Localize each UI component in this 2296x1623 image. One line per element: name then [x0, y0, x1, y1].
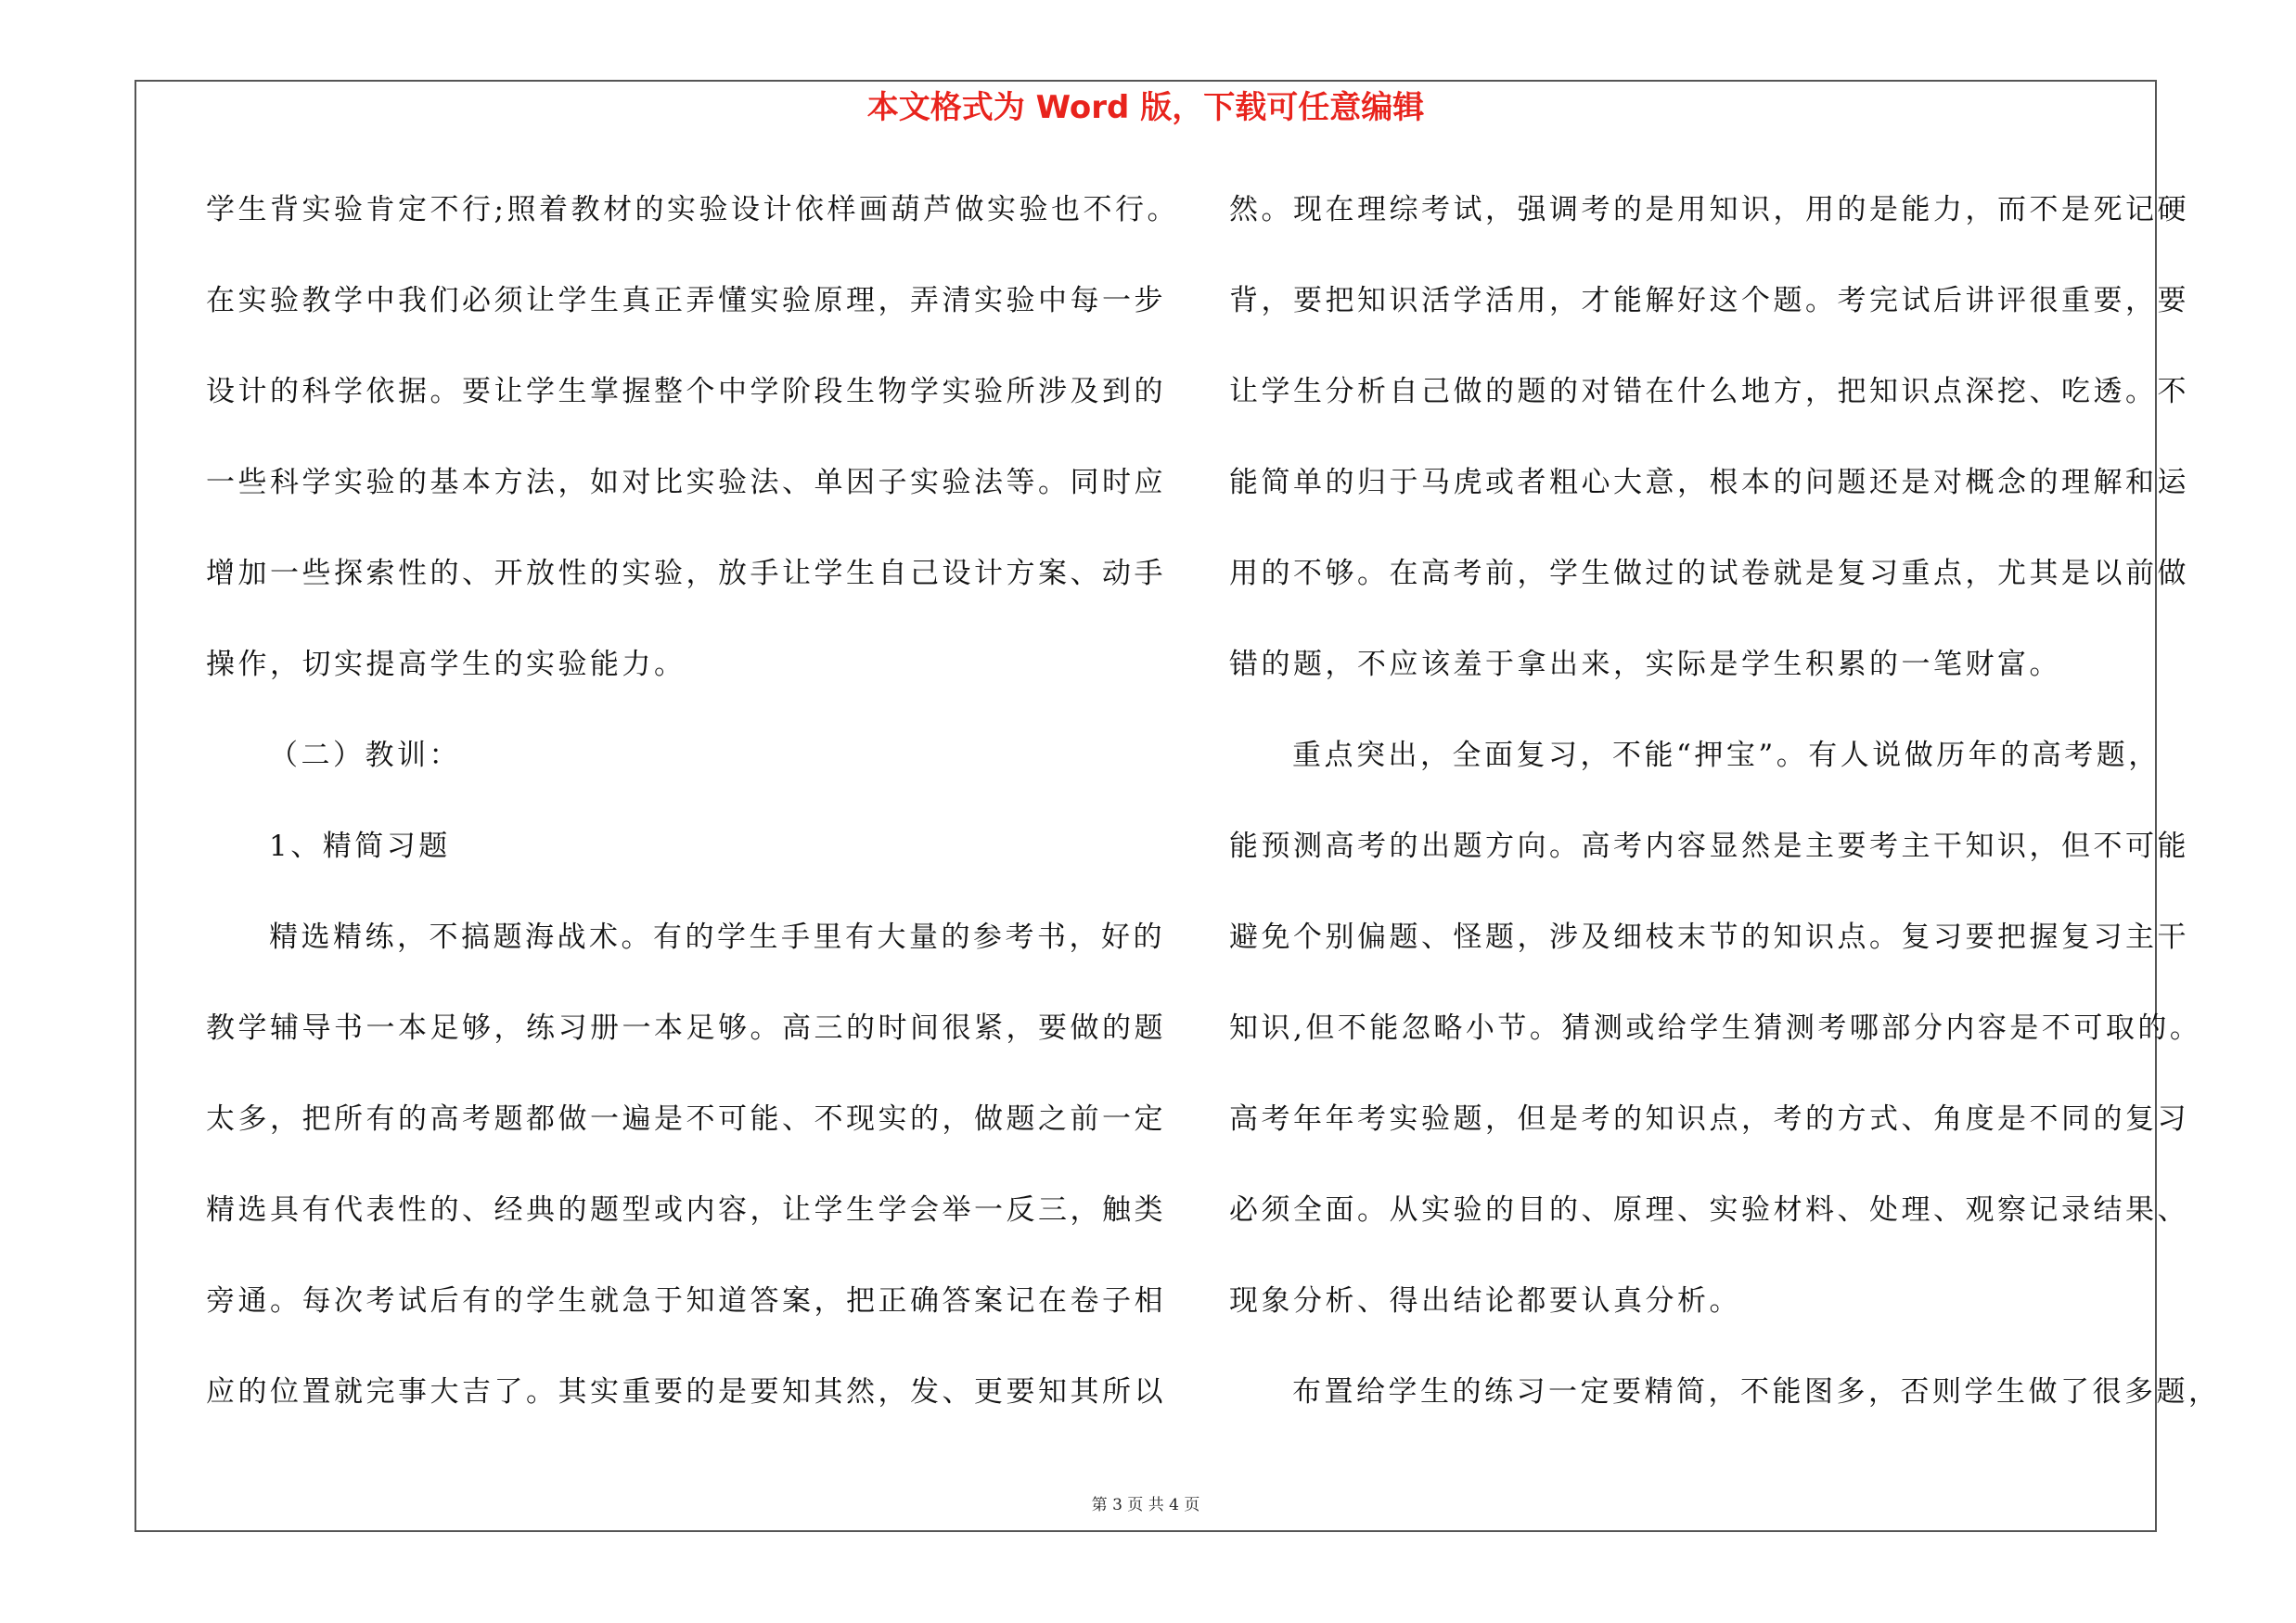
text-line: 背，要把知识活学活用，才能解好这个题。考完试后讲评很重要，要 — [1229, 284, 2189, 317]
text-line: 太多，把所有的高考题都做一遍是不可能、不现实的，做题之前一定 — [206, 1102, 1166, 1136]
text-line: 然。现在理综考试，强调考的是用知识，用的是能力，而不是死记硬 — [1229, 193, 2189, 226]
text-column-left — [206, 181, 1179, 1454]
text-line: 错的题，不应该羞于拿出来，实际是学生积累的一笔财富。 — [1229, 648, 2061, 681]
text-line: 现象分析、得出结论都要认真分析。 — [1229, 1284, 1741, 1318]
text-line: 布置给学生的练习一定要精简，不能图多，否则学生做了很多题， — [1292, 1375, 2221, 1409]
text-line: 学生背实验肯定不行;照着教材的实验设计依样画葫芦做实验也不行。 — [206, 193, 1179, 226]
text-line: 操作，切实提高学生的实验能力。 — [206, 648, 686, 681]
text-line: 重点突出，全面复习，不能“押宝”。有人说做历年的高考题， — [1292, 739, 2161, 772]
text-line: 精选具有代表性的、经典的题型或内容，让学生学会举一反三，触类 — [206, 1193, 1166, 1227]
text-line: 1、精简习题 — [269, 830, 451, 863]
text-line: 在实验教学中我们必须让学生真正弄懂实验原理，弄清实验中每一步 — [206, 284, 1166, 317]
text-line: 高考年年考实验题，但是考的知识点，考的方式、角度是不同的复习 — [1229, 1102, 2189, 1136]
text-line: 一些科学实验的基本方法，如对比实验法、单因子实验法等。同时应 — [206, 466, 1166, 499]
text-line: 精选精练，不搞题海战术。有的学生手里有大量的参考书，好的 — [269, 921, 1165, 954]
header-banner: 本文格式为 Word 版，下载可任意编辑 — [866, 89, 1425, 126]
text-line: 用的不够。在高考前，学生做过的试卷就是复习重点，尤其是以前做 — [1229, 557, 2189, 590]
text-line: （二）教训： — [269, 739, 461, 772]
text-line: 增加一些探索性的、开放性的实验，放手让学生自己设计方案、动手 — [206, 557, 1166, 590]
text-line: 让学生分析自己做的题的对错在什么地方，把知识点深挖、吃透。不 — [1229, 375, 2189, 408]
text-line: 必须全面。从实验的目的、原理、实验材料、处理、观察记录结果、 — [1229, 1193, 2189, 1227]
text-column-right — [1229, 181, 2221, 1454]
text-line: 能简单的归于马虎或者粗心大意，根本的问题还是对概念的理解和运 — [1229, 466, 2189, 499]
page-number-footer: 第 3 页 共 4 页 — [1091, 1496, 1200, 1514]
text-line: 避免个别偏题、怪题，涉及细枝末节的知识点。复习要把握复习主干 — [1229, 921, 2189, 954]
text-line: 能预测高考的出题方向。高考内容显然是主要考主干知识，但不可能 — [1229, 830, 2189, 863]
text-line: 旁通。每次考试后有的学生就急于知道答案，把正确答案记在卷子相 — [206, 1284, 1166, 1318]
text-line: 应的位置就完事大吉了。其实重要的是要知其然，发、更要知其所以 — [206, 1375, 1166, 1409]
text-line: 设计的科学依据。要让学生掌握整个中学阶段生物学实验所涉及到的 — [206, 375, 1166, 408]
text-line: 知识,但不能忽略小节。猜测或给学生猜测考哪部分内容是不可取的。 — [1229, 1011, 2202, 1045]
text-line: 教学辅导书一本足够，练习册一本足够。高三的时间很紧，要做的题 — [206, 1011, 1166, 1045]
